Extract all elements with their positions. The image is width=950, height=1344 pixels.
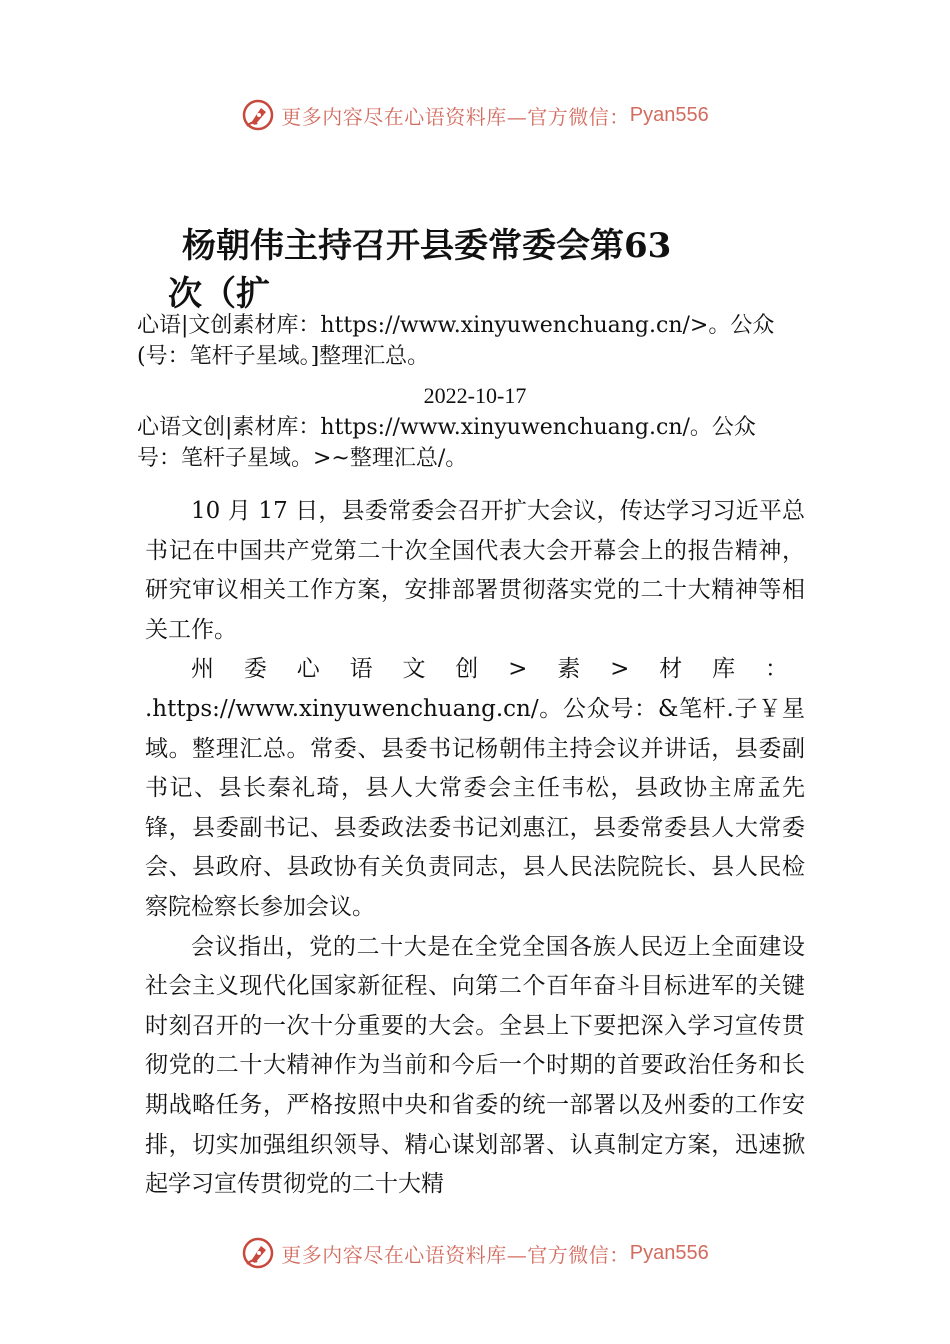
source-note-2a: 心语文创|素材库：https://www.xinyuwenchuang.cn/。公众 xyxy=(137,415,756,440)
source-note-1b: (号：笔杆子星域。]整理汇总。 xyxy=(137,344,430,369)
article-body xyxy=(145,492,805,1205)
paragraph-2-rest: .https://www.xinyuwenchuang.cn/。公众号：&笔杆.子￥星域。整理汇总。常委、县委书记杨朝伟主持会议并讲话，县委副书记、县长秦礼琦，县人大常委会主任韦松，县政协主席孟先锋，县委副书记、县委政法委书记刘惠江，县委常委县人大常委会、县政府、县政协有关负责同志，县人民法院院长、县人民检察院检察长参加会议。 xyxy=(145,695,805,920)
pen-nib-logo-icon xyxy=(241,98,275,132)
title-line-1: 杨朝伟主持召开县委常委会第63 xyxy=(182,226,672,266)
footer-wechat-id: Pyan556 xyxy=(629,1241,709,1264)
footer-banner-text: 更多内容尽在心语资料库—官方微信： xyxy=(281,1242,630,1267)
header-wechat-id: Pyan556 xyxy=(629,103,709,126)
paragraph-3: 会议指出，党的二十大是在全党全国各族人民迈上全面建设社会主义现代化国家新征程、向第二个百年奋斗目标进军的关键时刻召开的一次十分重要的大会。全县上下要把深入学习宣传贯彻党的二十大精神作为当前和今后一个时期的首要政治任务和长期战略任务，严格按照中央和省委的统一部署以及州委的工作安排，切实加强组织领导、精心谋划部署、认真制定方案，迅速掀起学习宣传贯彻党的二十大精 xyxy=(145,933,805,1198)
paragraph-2 xyxy=(145,650,805,927)
source-note-2b: 号：笔杆子星域。>~整理汇总/。 xyxy=(137,446,468,471)
paragraph-2-spaced: 州委心语文创>素>材库： xyxy=(191,656,805,683)
header-banner-text: 更多内容尽在心语资料库—官方微信： xyxy=(281,104,630,129)
paragraph-1: 10 月 17 日，县委常委会召开扩大会议，传达学习习近平总书记在中国共产党第二十次全国代表大会开幕会上的报告精神，研究审议相关工作方案，安排部署贯彻落实党的二十大精神等相关工作。 xyxy=(145,498,805,643)
header-banner xyxy=(0,90,950,140)
publish-date: 2022-10-17 xyxy=(423,383,527,408)
document-title xyxy=(168,222,728,318)
source-note-1a: 心语|文创素材库：https://www.xinyuwenchuang.cn/>。公众 xyxy=(137,313,775,338)
pen-nib-logo-icon xyxy=(241,1236,275,1270)
title-line-2: 次（扩 xyxy=(168,274,270,314)
footer-banner xyxy=(0,1228,950,1278)
